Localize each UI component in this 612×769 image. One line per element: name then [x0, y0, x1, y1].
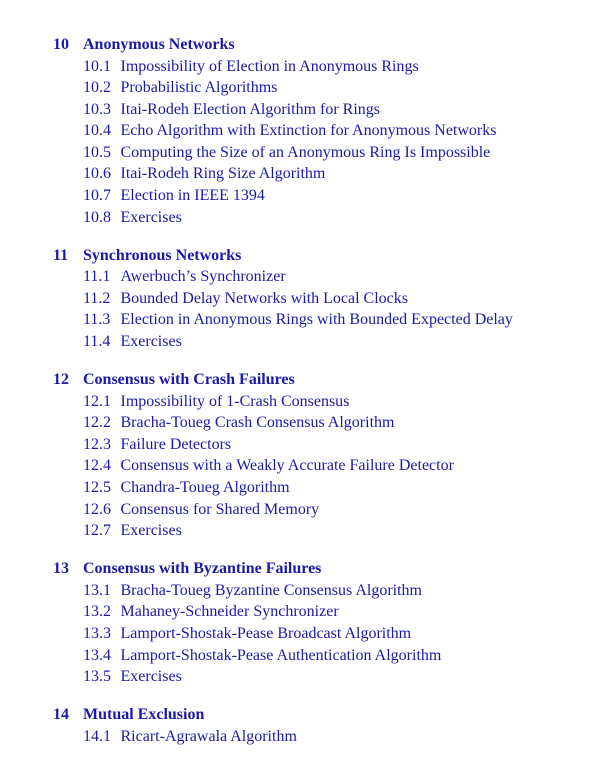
section-entry[interactable]	[53, 434, 598, 456]
section-entry[interactable]	[53, 391, 598, 413]
section-title: Lamport-Shostak-Pease Broadcast Algorithm	[120, 624, 412, 642]
section-entry[interactable]	[53, 645, 598, 667]
chapter-10	[53, 34, 598, 228]
section-title: Consensus for Shared Memory	[120, 500, 320, 518]
chapter-number: 14	[53, 706, 69, 724]
section-title: Itai-Rodeh Ring Size Algorithm	[120, 165, 326, 183]
chapter-heading[interactable]	[53, 34, 598, 56]
section-entry[interactable]	[53, 499, 598, 521]
section-number: 10.7	[83, 187, 111, 205]
chapter-heading[interactable]	[53, 369, 598, 391]
section-number: 10.4	[83, 122, 111, 140]
section-title: Echo Algorithm with Extinction for Anonymous Networks	[120, 122, 497, 140]
section-entry[interactable]	[53, 455, 598, 477]
table-of-contents	[53, 34, 598, 747]
section-number: 14.1	[83, 727, 111, 745]
section-title: Impossibility of 1-Crash Consensus	[120, 392, 350, 410]
section-title: Itai-Rodeh Election Algorithm for Rings	[120, 100, 381, 118]
section-number: 13.4	[83, 646, 111, 664]
section-entry[interactable]	[53, 623, 598, 645]
section-title: Probabilistic Algorithms	[120, 79, 278, 97]
section-entry[interactable]	[53, 666, 598, 688]
chapter-number: 12	[53, 371, 69, 389]
section-number: 10.5	[83, 143, 111, 161]
section-number: 13.2	[83, 603, 111, 621]
section-title: Mahaney-Schneider Synchronizer	[120, 603, 339, 621]
section-entry[interactable]	[53, 331, 598, 353]
section-title: Bounded Delay Networks with Local Clocks	[120, 289, 408, 307]
section-number: 12.3	[83, 435, 111, 453]
section-number: 13.5	[83, 668, 111, 686]
section-entry[interactable]	[53, 309, 598, 331]
section-title: Impossibility of Election in Anonymous Rings	[120, 57, 419, 75]
section-entry[interactable]	[53, 477, 598, 499]
section-entry[interactable]	[53, 99, 598, 121]
section-entry[interactable]	[53, 520, 598, 542]
chapter-title: Anonymous Networks	[83, 36, 235, 53]
section-number: 12.7	[83, 522, 111, 540]
section-title: Consensus with a Weakly Accurate Failure Detector	[120, 457, 454, 475]
section-entry[interactable]	[53, 580, 598, 602]
chapter-heading[interactable]	[53, 704, 598, 726]
section-title: Election in Anonymous Rings with Bounded Expected Delay	[120, 311, 513, 329]
chapter-title: Synchronous Networks	[83, 246, 242, 264]
chapter-14	[53, 704, 598, 747]
chapter-heading[interactable]	[53, 245, 598, 267]
section-entry[interactable]	[53, 266, 598, 288]
section-title: Failure Detectors	[120, 435, 232, 453]
section-title: Exercises	[120, 522, 182, 540]
section-number: 11.1	[83, 268, 111, 286]
section-title: Bracha-Toueg Byzantine Consensus Algorithm	[120, 581, 422, 599]
section-number: 12.4	[83, 457, 111, 475]
section-entry[interactable]	[53, 601, 598, 623]
section-number: 13.1	[83, 581, 111, 599]
section-entry[interactable]	[53, 120, 598, 142]
section-entry[interactable]	[53, 207, 598, 229]
chapter-heading[interactable]	[53, 558, 598, 580]
section-entry[interactable]	[53, 288, 598, 310]
section-number: 12.5	[83, 479, 111, 496]
section-entry[interactable]	[53, 726, 598, 748]
section-number: 10.6	[83, 165, 111, 183]
section-title: Exercises	[120, 208, 182, 226]
section-number: 10.1	[83, 57, 111, 75]
chapter-title: Mutual Exclusion	[83, 706, 205, 724]
section-number: 12.1	[83, 392, 111, 410]
section-entry[interactable]	[53, 77, 598, 99]
section-number: 12.2	[83, 414, 111, 432]
chapter-number: 13	[53, 560, 69, 578]
section-title: Exercises	[120, 333, 182, 351]
section-number: 11.4	[83, 333, 111, 351]
section-title: Computing the Size of an Anonymous Ring Is Impossible	[120, 143, 491, 161]
section-title: Election in IEEE 1394	[120, 187, 265, 205]
section-number: 11.3	[83, 311, 111, 329]
section-entry[interactable]	[53, 163, 598, 185]
section-title: Awerbuch’s Synchronizer	[120, 268, 286, 286]
section-number: 13.3	[83, 624, 111, 642]
section-number: 11.2	[83, 289, 111, 307]
section-title: Chandra-Toueg Algorithm	[120, 479, 290, 496]
section-title: Exercises	[120, 668, 182, 686]
section-title: Ricart-Agrawala Algorithm	[120, 727, 297, 745]
chapter-title: Consensus with Byzantine Failures	[83, 560, 322, 578]
chapter-11	[53, 245, 598, 353]
section-number: 10.3	[83, 100, 111, 118]
section-entry[interactable]	[53, 56, 598, 78]
chapter-number: 10	[53, 36, 69, 53]
section-entry[interactable]	[53, 412, 598, 434]
chapter-title: Consensus with Crash Failures	[83, 371, 295, 389]
section-entry[interactable]	[53, 142, 598, 164]
chapter-13	[53, 558, 598, 687]
section-number: 10.8	[83, 208, 111, 226]
section-number: 10.2	[83, 79, 111, 97]
section-entry[interactable]	[53, 185, 598, 207]
section-title: Bracha-Toueg Crash Consensus Algorithm	[120, 414, 395, 432]
chapter-number: 11	[53, 246, 69, 264]
chapter-12	[53, 369, 598, 542]
section-title: Lamport-Shostak-Pease Authentication Algorithm	[120, 646, 442, 664]
section-number: 12.6	[83, 500, 111, 518]
